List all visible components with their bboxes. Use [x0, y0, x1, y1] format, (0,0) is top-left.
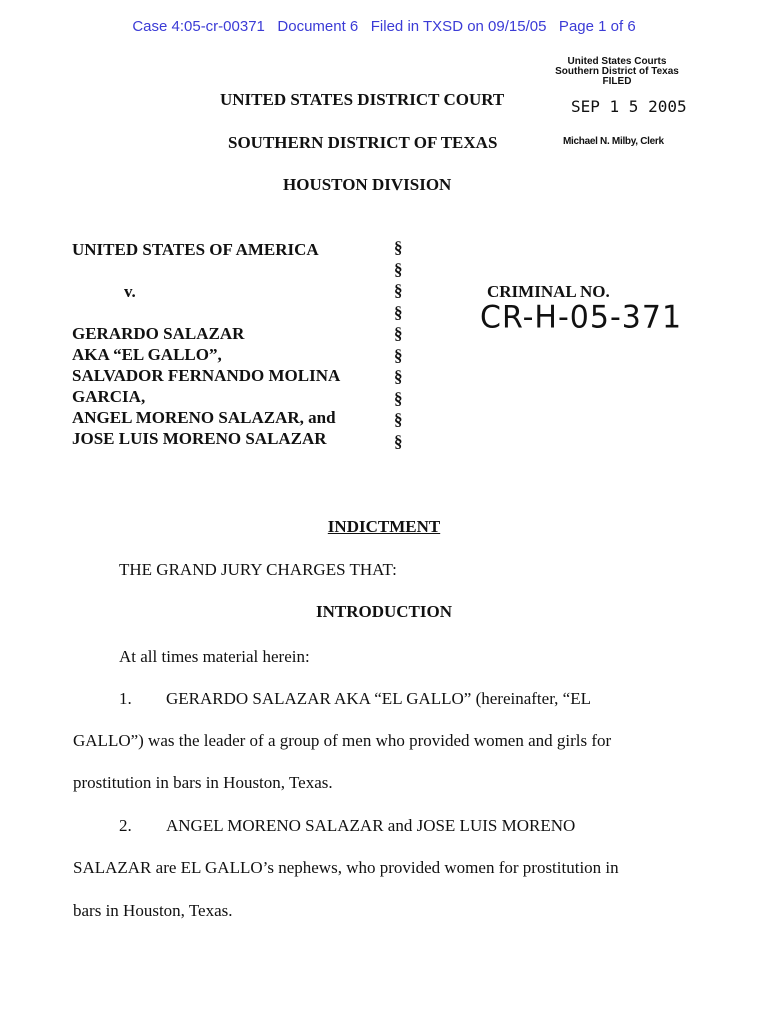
section-symbol-column	[394, 237, 403, 452]
paragraph-text: SALAZAR are EL GALLO’s nephews, who provided women for prostitution in	[73, 858, 619, 877]
section-symbol: §	[394, 345, 403, 365]
section-symbol: §	[394, 431, 403, 451]
court-division: HOUSTON DIVISION	[283, 175, 452, 194]
filed-stamp-courts: United States Courts	[567, 56, 667, 67]
section-symbol: §	[394, 302, 403, 322]
case-caption	[72, 239, 340, 449]
defendant-line: GARCIA,	[72, 387, 146, 406]
section-symbol: §	[394, 324, 403, 343]
defendant-line: ANGEL MORENO SALAZAR, and	[72, 408, 336, 427]
section-symbol: §	[394, 238, 403, 257]
section-symbol: §	[394, 388, 403, 408]
court-district: SOUTHERN DISTRICT OF TEXAS	[228, 133, 498, 152]
section-symbol: §	[394, 410, 403, 429]
filed-stamp-filed: FILED	[602, 76, 632, 87]
section-symbol: §	[394, 367, 403, 386]
paragraph-text: GALLO”) was the leader of a group of men who provided women and girls for	[73, 731, 612, 750]
filed-stamp-clerk: Michael N. Milby, Clerk	[563, 136, 664, 147]
defendant-line: AKA “EL GALLO”,	[72, 345, 222, 364]
criminal-no-handwritten: CR-H-05-371	[480, 299, 683, 336]
criminal-no-label: CRIMINAL NO.	[487, 282, 610, 301]
paragraph-text: prostitution in bars in Houston, Texas.	[73, 773, 333, 792]
defendant-line: JOSE LUIS MORENO SALAZAR	[72, 429, 327, 448]
paragraph-number: 1.	[119, 689, 132, 708]
filed-stamp-date: SEP 1 5 2005	[571, 97, 687, 116]
defendant-line: GERARDO SALAZAR	[72, 324, 245, 343]
defendant-line: SALVADOR FERNANDO MOLINA	[72, 366, 341, 385]
filing-header: Case 4:05-cr-00371 Document 6 Filed in TXSD on 09/15/05 Page 1 of 6	[132, 18, 636, 35]
filed-stamp-district: Southern District of Texas	[555, 66, 679, 77]
plaintiff: UNITED STATES OF AMERICA	[72, 240, 319, 259]
paragraph-text: bars in Houston, Texas.	[73, 901, 233, 920]
court-name: UNITED STATES DISTRICT COURT	[220, 90, 505, 109]
section-symbol: §	[394, 281, 403, 300]
document-title: INDICTMENT	[327, 517, 441, 536]
section-symbol: §	[394, 259, 403, 279]
charge-line: THE GRAND JURY CHARGES THAT:	[119, 560, 397, 579]
filed-stamp	[552, 57, 682, 87]
section-heading: INTRODUCTION	[315, 602, 453, 621]
versus: v.	[124, 282, 136, 301]
paragraph-text: ANGEL MORENO SALAZAR and JOSE LUIS MORENO	[166, 816, 576, 835]
preamble: At all times material herein:	[119, 647, 310, 666]
paragraph-text: GERARDO SALAZAR AKA “EL GALLO” (hereinafter, “EL	[166, 689, 591, 708]
paragraph-number: 2.	[119, 816, 132, 835]
